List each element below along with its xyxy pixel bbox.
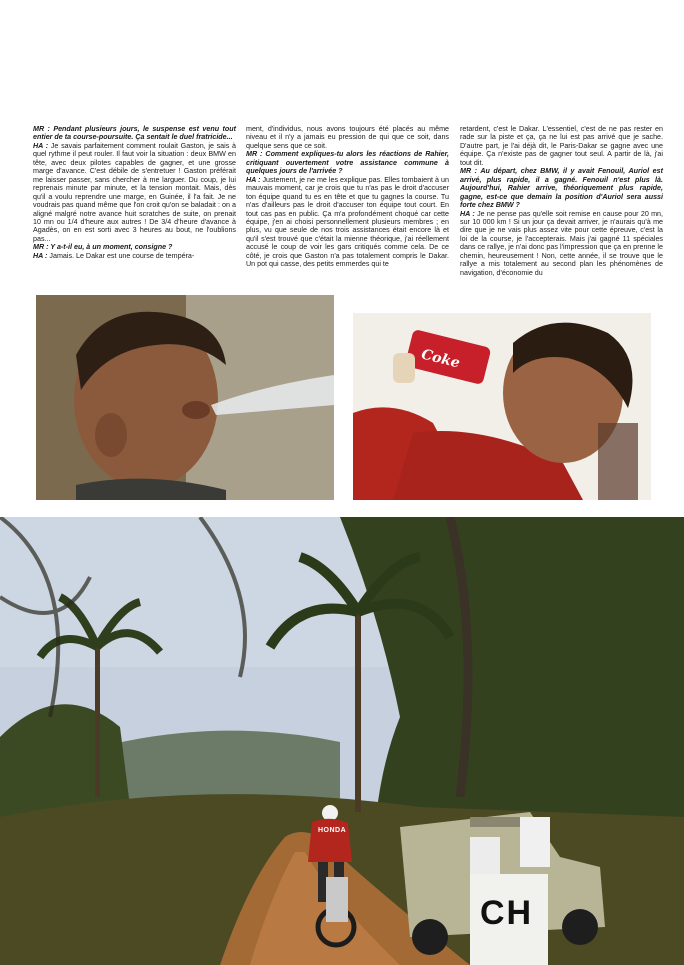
photo-rider-spitting-water	[36, 295, 334, 500]
article-column-1	[33, 125, 236, 260]
speaker-label: HA :	[246, 175, 261, 184]
jersey-lettering: HONDA	[318, 827, 347, 834]
paragraph-text: Y a-t-il eu, à un moment, consigne ?	[50, 243, 173, 252]
paragraph-text: Justement, je ne me les explique pas. Elles tombaient à un mauvais moment, car je crois que tu n'as pas le droit d'accuser ton équipe quand tu es en tête et que tu gagnes la course. Tu n'as d'ailleurs pas le droit d'accuser ton équipe tout court. En tout cas pas en public. Ça m'a profondément choqué car cette équipe, j'en ai choisi personnellement plusieurs membres ; en plus, vu que seule de nos trois assistances était encore là et qu'il s'est trouvé que c'était la mienne théorique, j'ai réellement accusé le coup de voir les gars critiqués comme cela. De ce côté, je crois que Gaston n'a pas totalement compris le Dakar. Un pot qui casse, des petits emmerdes qui te	[246, 175, 449, 269]
interview-paragraph	[33, 252, 236, 260]
speaker-label: MR :	[33, 243, 49, 252]
photo-rider-spitting-water-illustration	[36, 295, 334, 500]
speaker-label: MR :	[33, 125, 50, 133]
interview-paragraph	[33, 142, 236, 243]
paragraph-text: Comment expliques-tu alors les réactions de Rahier, critiquant ouvertement votre assistance commune à quelques jours de l'arrivée ?	[246, 150, 450, 176]
speaker-label: MR :	[460, 167, 478, 176]
interview-paragraph	[246, 125, 449, 150]
paragraph-text: Je ne pense pas qu'elle soit remise en cause pour 20 mn, sur 10 000 km ! Si un jour ça devait arriver, je n'aurais qu'à me dire que je ne vais plus assez vite pour cette épreuve, c'est la loi de la course, je l'accepterais. Mais j'ai gagné 11 spéciales dans ce rallye, je n'ai donc pas l'impression que ça en prenne le chemin, heureusement ! Non, cette année, il se trouve que le rallye a mis totalement au second plan les phénomènes de navigation, d'économie du	[460, 209, 664, 277]
paragraph-text: retardent, c'est le Dakar. L'essentiel, c'est de ne pas rester en rade sur la piste et ça, ça ne lui est pas arrivé que je sache. D'autre part, je l'ai déjà dit, le Paris-Dakar se gagne avec une équipe. Ça n'existe pas de gagner tout seul. A partir de là, j'ai tout dit.	[460, 125, 663, 167]
paragraph-text: Pendant plusieurs jours, le suspense est venu tout entier de ta course-poursuite. Ça sentait le duel fratricide...	[33, 125, 236, 142]
paragraph-text: Jamais. Le Dakar est une course de tempéra-	[49, 251, 195, 260]
photo-rider-drinking-soda-illustration	[353, 313, 651, 500]
interview-paragraph	[33, 243, 236, 251]
speaker-label: HA :	[460, 209, 475, 218]
paragraph-text: Je savais parfaitement comment roulait Gaston, je sais à quel rythme il peut rouler. Il faut voir la situation : deux BMW en tête, avec deux pilotes capables de gagner, et une grosse marge d'avance. C'est débile de s'entretuer ! Gaston préférait me laisser passer, sans chercher à me larguer. Du coup, je lui reprenais minute par minute, et la tension montait. Mais, dès qu'il a voulu reprendre une marge, en Guinée, il l'a fait. Je ne voudrais pas quand même que l'on croit qu'on se baladait : on a aligné malgré notre avance huit scratches de suite, on prenait 10 mn ou 1/4 d'heure aux autres ! De 3/4 d'heure d'avance à Agadès, on en est sorti avec 3 heures au bout, ne l'oublions pas...	[33, 141, 236, 243]
photo-jungle-track-illustration	[0, 517, 684, 965]
photo-jungle-track-rally	[0, 517, 684, 965]
can-logo-text: Coke	[419, 346, 462, 372]
photo-rider-drinking-soda	[353, 313, 651, 500]
article-column-2	[246, 125, 449, 269]
speaker-label: HA :	[33, 141, 49, 150]
article-column-3	[460, 125, 663, 277]
paragraph-text: ment, d'individus, nous avons toujours été placés au même niveau et il n'y a jamais eu pression de qui que ce soit, dans quelque sens que ce soit.	[246, 125, 449, 150]
interview-paragraph	[246, 150, 449, 175]
interview-paragraph	[460, 210, 663, 278]
speaker-label: MR :	[246, 150, 263, 159]
interview-paragraph	[246, 176, 449, 269]
interview-paragraph	[33, 125, 236, 142]
interview-paragraph	[460, 167, 663, 209]
speaker-label: HA :	[33, 251, 48, 260]
paragraph-text: Au départ, chez BMW, il y avait Fenouil, Auriol est arrivé, plus rapide, il a gagné. Fenouil n'est plus là. Aujourd'hui, Rahier arrive, théoriquement plus rapide, gagne, est-ce que demain la position d'Auriol sera aussi forte chez BMW ?	[460, 167, 663, 210]
interview-paragraph	[460, 125, 663, 167]
road-sign-text: CH	[480, 894, 534, 932]
